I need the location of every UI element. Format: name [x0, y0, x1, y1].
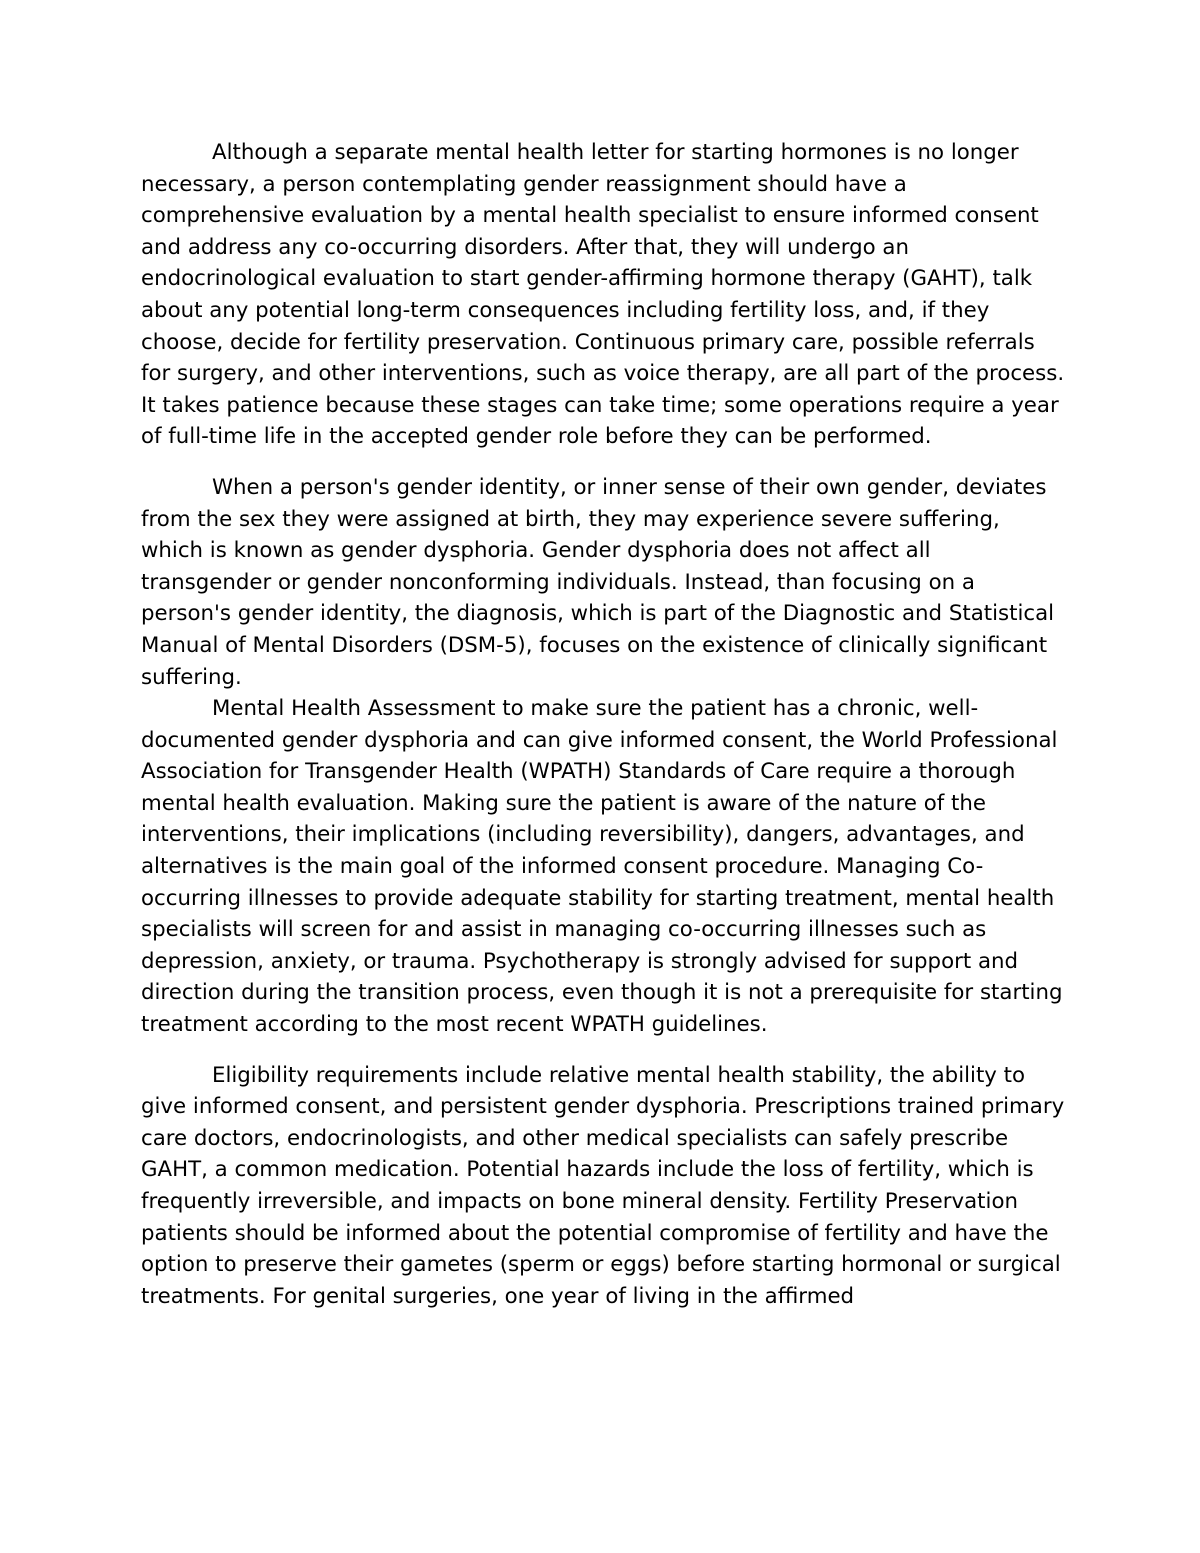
paragraph-hormone-evaluation: Although a separate mental health letter for starting hormones is no longer necessary, a person contemplating gender reassignment should have a comprehensive evaluation by a mental health specialist to ensure informed consent and address any co-occurring disorders. After that, they will undergo an endocrinological evaluation to start gender-affirming hormone therapy (GAHT), talk about any potential long-term consequences including fertility loss, and, if they choose, decide for fertility preservation. Continuous primary care, possible referrals for surgery, and other interventions, such as voice therapy, are all part of the process. It takes patience because these stages can take time; some operations require a year of full-time life in the accepted gender role before they can be performed.	[141, 140, 1065, 450]
paragraph-eligibility-requirements: Eligibility requirements include relative mental health stability, the ability to give informed consent, and persistent gender dysphoria. Prescriptions trained primary care doctors, endocrinologists, and other medical specialists can safely prescribe GAHT, a common medication. Potential hazards include the loss of fertility, which is frequently irreversible, and impacts on bone mineral density. Fertility Preservation patients should be informed about the potential compromise of fertility and have the option to preserve their gametes (sperm or eggs) before starting hormonal or surgical treatments. For genital surgeries, one year of living in the affirmed	[141, 1062, 1065, 1309]
paragraph-gender-dysphoria: When a person's gender identity, or inner sense of their own gender, deviates from the sex they were assigned at birth, they may experience severe suffering, which is known as gender dysphoria. Gender dysphoria does not affect all transgender or gender nonconforming individuals. Instead, than focusing on a person's gender identity, the diagnosis, which is part of the Diagnostic and Statistical Manual of Mental Disorders (DSM-5), focuses on the existence of clinically significant suffering.	[141, 474, 1055, 690]
paragraph-mental-health-assessment: Mental Health Assessment to make sure the patient has a chronic, well-documented gender dysphoria and can give informed consent, the World Professional Association for Transgender Health (WPATH) Standards of Care require a thorough mental health evaluation. Making sure the patient is aware of the nature of the interventions, their implications (including reversibility), dangers, advantages, and alternatives is the main goal of the informed consent procedure. Managing Co-occurring illnesses to provide adequate stability for starting treatment, mental health specialists will screen for and assist in managing co-occurring illnesses such as depression, anxiety, or trauma. Psychotherapy is strongly advised for support and direction during the transition process, even though it is not a prerequisite for starting treatment according to the most recent WPATH guidelines.	[141, 696, 1063, 1038]
document-body	[141, 137, 1066, 1312]
